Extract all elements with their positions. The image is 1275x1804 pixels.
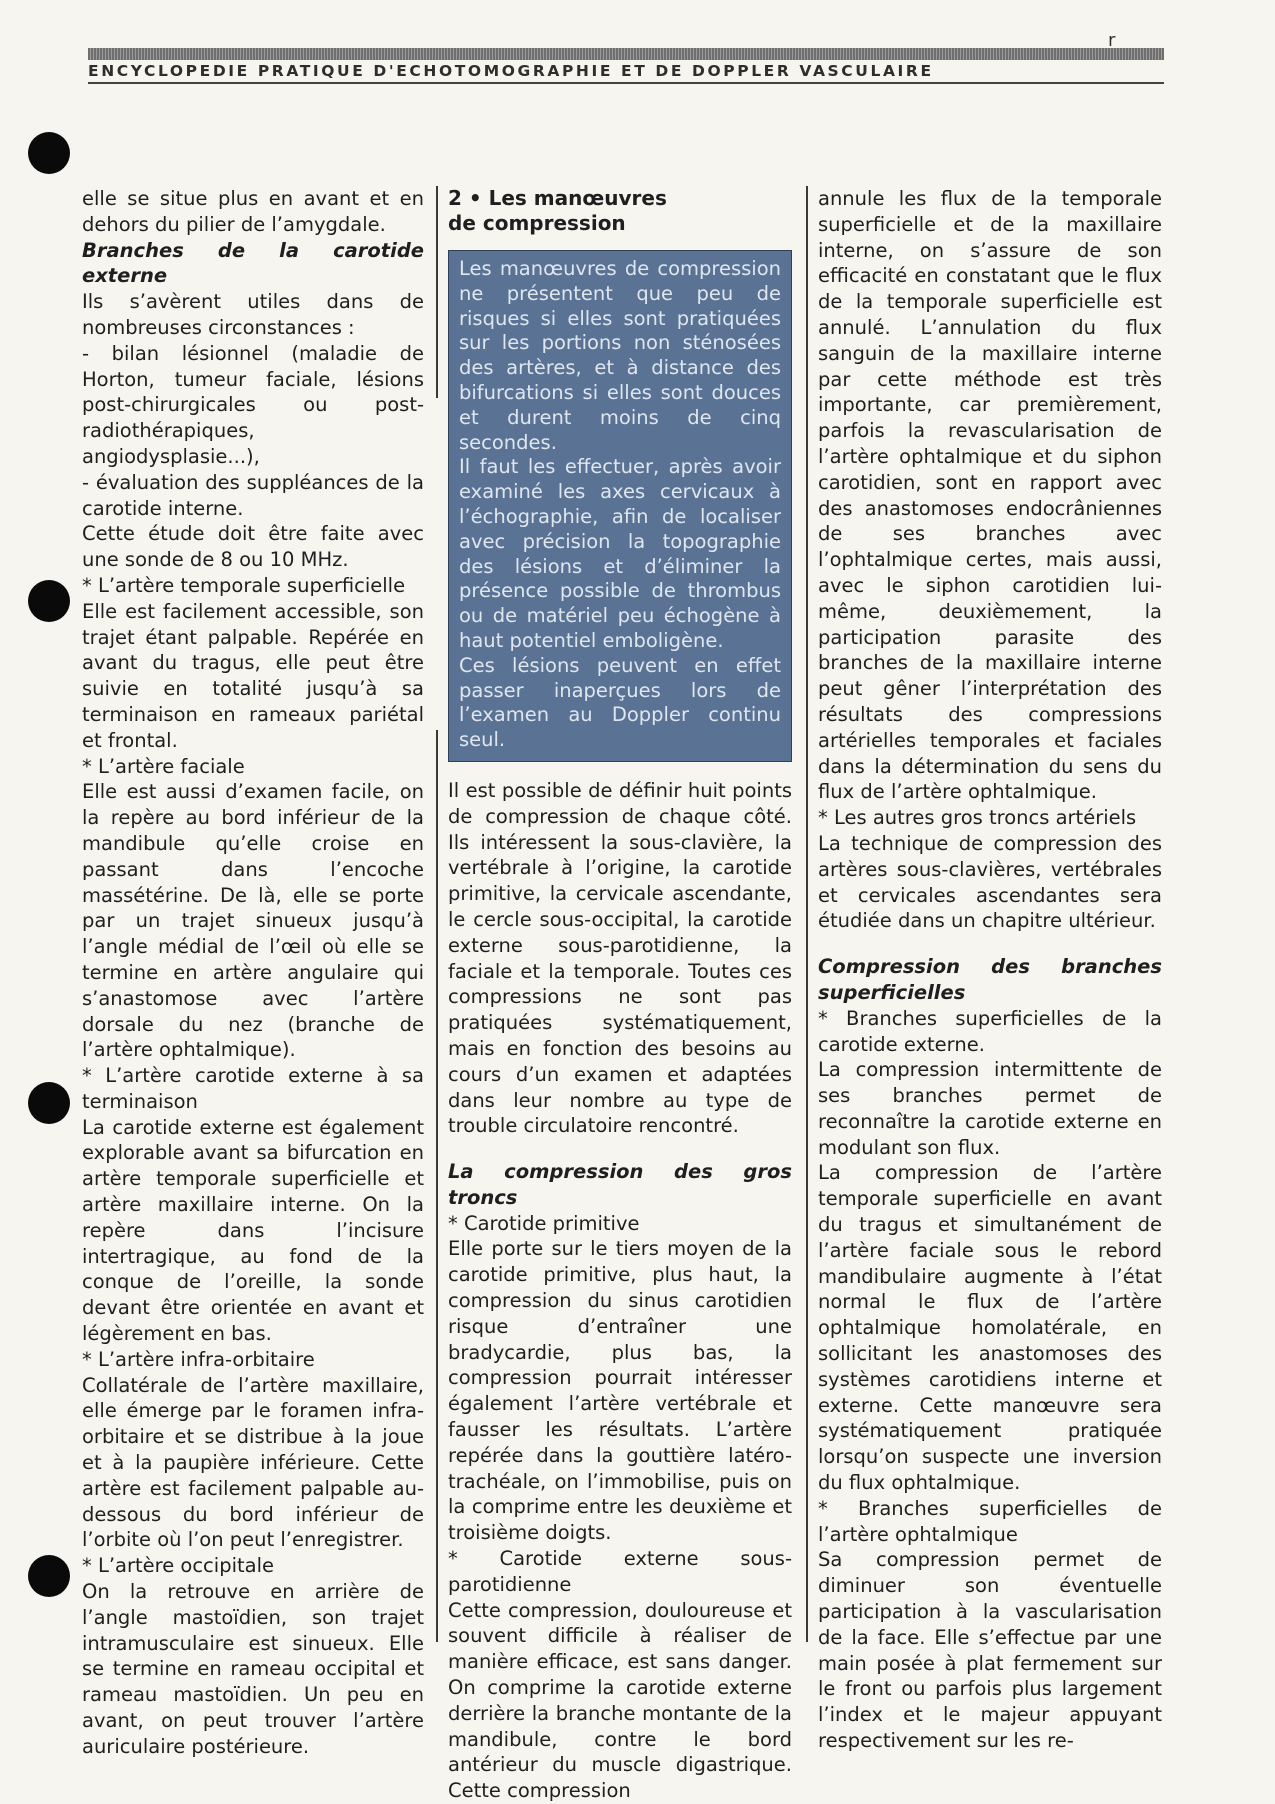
paragraph: La compression intermittente de ses branches permet de reconnaître la carotide externe en modulant son flux. [818, 1058, 1162, 1159]
paragraph: Elle est aussi d’examen facile, on la repère au bord inférieur de la mandibule qu’elle croise en passant dans l’encoche massétérine. De là, elle se porte par un trajet sinueux jusqu’à l’angle médial de l’œil où elle se termine en artère angulaire qui s’anastomose avec l’artère dorsale du nez (branche de l’artère ophtalmique). [82, 780, 424, 1062]
paragraph: Cette compression, douloureuse et souvent difficile à réaliser de manière efficace, est sans danger. On comprime la carotide externe derrière la branche montante de la mandibule, contre le bord antérieur du muscle digastrique. Cette compression [448, 1598, 792, 1803]
paragraph: Collatérale de l’artère maxillaire, elle émerge par le foramen infra-orbitaire et se distribue à la joue et à la paupière inférieure. Cette artère est facilement palpable au-dessous du bord inférieur de l’orbite où l’on peut l’enregistrer. [82, 1373, 424, 1552]
subheading: La compression des gros troncs [448, 1160, 792, 1209]
subheading: Compression des branches superficielles [818, 955, 1162, 1004]
column-divider [436, 186, 438, 398]
running-title: ENCYCLOPEDIE PRATIQUE D'ECHOTOMOGRAPHIE ET DE DOPPLER VASCULAIRE [88, 62, 934, 80]
section-title: 2 • Les manœuvres de compression [448, 186, 667, 235]
punch-hole-icon [28, 580, 70, 622]
paragraph: Elle est facilement accessible, son trajet étant palpable. Repérée en avant du tragus, elle peut être suivie en totalité jusqu’à sa terminaison en rameaux pariétal et frontal. [82, 599, 424, 752]
text-column-left [82, 186, 424, 1760]
corner-mark: r [1108, 30, 1116, 51]
paragraph: Ils s’avèrent utiles dans de nombreuses circonstances : [82, 290, 424, 339]
subheading: Branches de la carotide externe [82, 238, 424, 288]
punch-hole-icon [28, 1082, 70, 1124]
paragraph: On la retrouve en arrière de l’angle mastoïdien, son trajet intramusculaire est sinueux. Elle se termine en rameau occipital et rameau mastoïdien. Un peu en avant, on peut trouver l’artère auriculaire postérieure. [82, 1580, 424, 1758]
paragraph: - bilan lésionnel (maladie de Horton, tumeur faciale, lésions post-chirurgicales ou post-radiothérapiques, angiodysplasie...), [82, 341, 424, 468]
paragraph: * Les autres gros troncs artériels [818, 806, 1137, 830]
paragraph: * Branches superficielles de la carotide externe. [818, 1006, 1162, 1056]
punch-hole-icon [28, 132, 70, 174]
text-column-middle [448, 186, 792, 1804]
paragraph: * Carotide primitive [448, 1211, 640, 1235]
paragraph: elle se situe plus en avant et en dehors du pilier de l’amygdale. [82, 187, 424, 236]
paragraph: * L’artère occipitale [82, 1554, 275, 1578]
paragraph: Il est possible de définir huit points de compression de chaque côté. Ils intéressent la sous-clavière, la vertébrale à l’origine, la carotide primitive, la cervicale ascendante, le cercle sous-occipital, la carotide externe sous-parotidienne, la faciale et la temporale. Toutes ces compressions ne sont pas pratiquées systématiquement, mais en fonction des besoins au cours d’un examen et adaptées dans leur nombre au type de trouble circulatoire rencontré. [448, 778, 792, 1138]
paragraph: La carotide externe est également explorable avant sa bifurcation en artère temporale superficielle et artère maxillaire interne. On la repère dans l’incisure intertragique, au fond de la conque de l’oreille, la sonde devant être orientée en avant et légèrement en bas. [82, 1115, 424, 1346]
box-paragraph: Ces lésions peuvent en effet passer inaperçues lors de l’examen au Doppler continu seul. [459, 653, 781, 752]
paragraph: La compression de l’artère temporale superficielle en avant du tragus et simultanément de l’artère faciale sous le rebord mandibulaire augmente à l’état normal le flux de l’artère ophtalmique homolatérale, en sollicitant les anastomoses des systèmes carotidiens interne et externe. Cette manœuvre sera systématiquement pratiquée lorsqu’on suspecte une inversion du flux ophtalmique. [818, 1161, 1162, 1495]
box-paragraph: Les manœuvres de compression ne présentent que peu de risques si elles sont pratiquées sur les portions non sténosées des artères, et à distance des bifurcations si elles sont douces et durent moins de cinq secondes. [459, 257, 781, 454]
paragraph: - évaluation des suppléances de la carotide interne. [82, 470, 424, 520]
header-rule [88, 82, 1164, 84]
column-body [448, 778, 792, 1804]
paragraph: * L’artère faciale [82, 754, 245, 778]
highlight-box [448, 250, 792, 762]
paragraph: * Branches superficielles de l’artère ophtalmique [818, 1496, 1162, 1546]
header-hatched-bar [88, 48, 1164, 60]
paragraph: Elle porte sur le tiers moyen de la carotide primitive, plus haut, la compression du sinus carotidien risque d’entraîner une bradycardie, plus bas, la compression pourrait intéresser également l’artère vertébrale et fausser les résultats. L’artère repérée dans la gouttière latéro-trachéale, on l’immobilise, puis on la comprime entre les deuxième et troisième doigts. [448, 1237, 792, 1545]
paragraph: Sa compression permet de diminuer son éventuelle participation à la vascularisation de la face. Elle s’effectue par une main posée à plat fermement sur le front ou parfois plus largement l’index et le majeur appuyant respectivement sur les re- [818, 1548, 1162, 1753]
paragraph: La technique de compression des artères sous-clavières, vertébrales et cervicales ascendantes sera étudiée dans un chapitre ultérieur. [818, 831, 1162, 933]
column-divider [436, 730, 438, 1642]
box-paragraph: Il faut les effectuer, après avoir examiné les axes cervicaux à l’échographie, afin de localiser avec précision la topographie des lésions et d’éliminer la présence possible de thrombus ou de matériel peu échogène à haut potentiel emboligène. [459, 455, 781, 652]
text-column-right [818, 186, 1162, 1754]
paragraph-gap [448, 1139, 792, 1159]
paragraph: * L’artère temporale superficielle [82, 573, 406, 597]
paragraph-gap [818, 934, 1162, 954]
paragraph: * Carotide externe sous-parotidienne [448, 1547, 792, 1596]
column-divider [806, 186, 808, 1642]
punch-hole-icon [28, 1555, 70, 1597]
paragraph: Cette étude doit être faite avec une sonde de 8 ou 10 MHz. [82, 522, 424, 572]
paragraph: * L’artère carotide externe à sa terminaison [82, 1064, 424, 1113]
paragraph: annule les flux de la temporale superficielle et de la maxillaire interne, on s’assure de son efficacité en constatant que le flux de la temporale superficielle est annulé. L’annulation du flux sanguin de la maxillaire interne par cette méthode est très importante, car premièrement, parfois la revascularisation de l’artère ophtalmique et du siphon carotidien, sont en rapport avec des anastomoses endocrâniennes de ses branches avec l’ophtalmique certes, mais aussi, avec le siphon carotidien lui-même, deuxièmement, la participation parasite des branches de la maxillaire interne peut gêner l’interprétation des résultats des compressions artérielles temporales et faciales dans la détermination du sens du flux de l’artère ophtalmique. [818, 187, 1162, 804]
paragraph: * L’artère infra-orbitaire [82, 1347, 315, 1371]
